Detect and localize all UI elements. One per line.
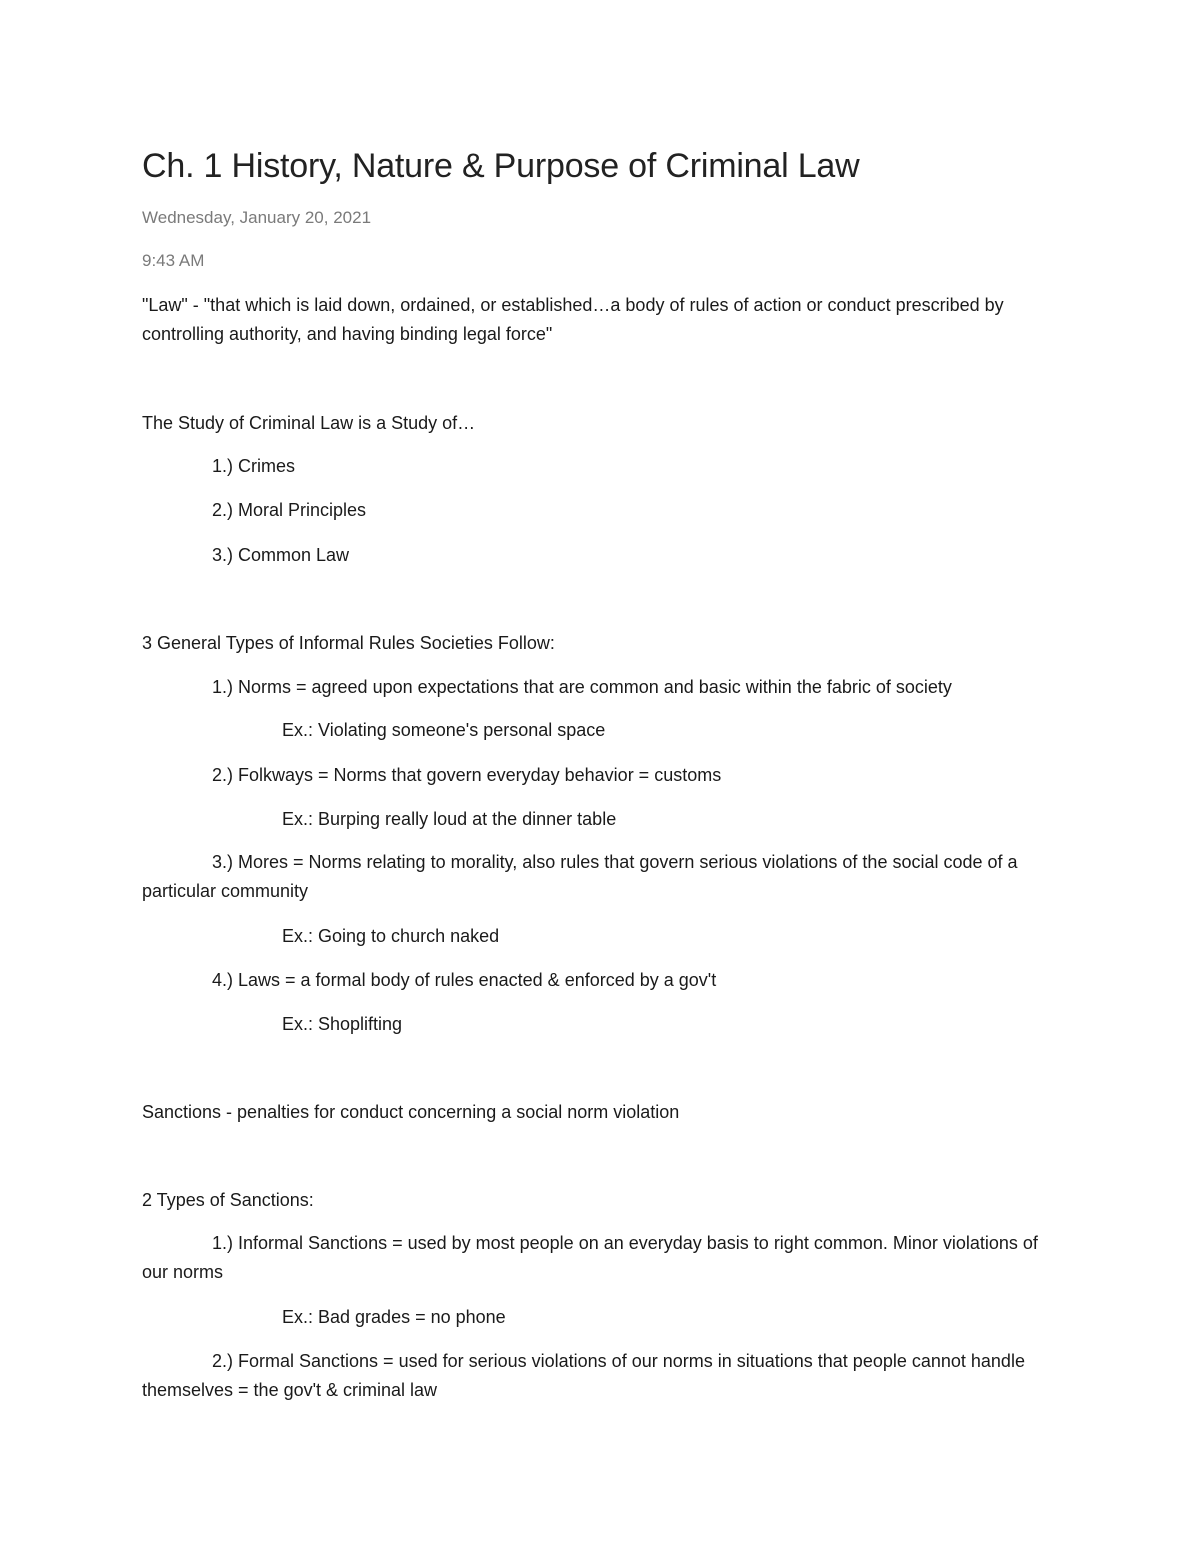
sanctions-definition: Sanctions - penalties for conduct concerning a social norm violation — [142, 1102, 680, 1122]
sanctions-heading: 2 Types of Sanctions: — [142, 1190, 314, 1210]
study-item-common-law: 3.) Common Law — [212, 545, 350, 565]
study-item-moral-principles: 2.) Moral Principles — [212, 500, 367, 520]
page-title: Ch. 1 History, Nature & Purpose of Criminal Law — [142, 147, 860, 185]
informal-rule-norms: 1.) Norms = agreed upon expectations that are common and basic within the fabric of society — [212, 677, 952, 697]
informal-rule-mores — [142, 848, 1052, 906]
informal-rule-norms-example: Ex.: Violating someone's personal space — [282, 720, 606, 740]
sanction-informal-text: 1.) Informal Sanctions = used by most people on an everyday basis to right common. Minor violations of our norms — [142, 1233, 1038, 1282]
informal-rule-folkways-example: Ex.: Burping really loud at the dinner table — [282, 809, 617, 829]
informal-rule-mores-text: 3.) Mores = Norms relating to morality, also rules that govern serious violations of the social code of a particular community — [142, 852, 1018, 901]
informal-rules-heading: 3 General Types of Informal Rules Societies Follow: — [142, 633, 555, 653]
informal-rule-laws: 4.) Laws = a formal body of rules enacted & enforced by a gov't — [212, 970, 717, 990]
study-item-crimes: 1.) Crimes — [212, 456, 296, 476]
sanction-formal-text: 2.) Formal Sanctions = used for serious violations of our norms in situations that people cannot handle themselves = the gov't & criminal law — [142, 1351, 1025, 1400]
sanction-informal-example: Ex.: Bad grades = no phone — [282, 1307, 506, 1327]
informal-rule-laws-example: Ex.: Shoplifting — [282, 1014, 403, 1034]
informal-rule-folkways: 2.) Folkways = Norms that govern everyday behavior = customs — [212, 765, 722, 785]
law-definition: "Law" - "that which is laid down, ordained, or established…a body of rules of action or conduct prescribed by controlling authority, and having binding legal force" — [142, 295, 1004, 344]
sanction-formal — [142, 1347, 1052, 1405]
study-heading: The Study of Criminal Law is a Study of… — [142, 413, 476, 433]
sanction-informal — [142, 1229, 1052, 1287]
informal-rule-mores-example: Ex.: Going to church naked — [282, 926, 500, 946]
note-date: Wednesday, January 20, 2021 — [142, 208, 372, 227]
note-time: 9:43 AM — [142, 251, 205, 270]
